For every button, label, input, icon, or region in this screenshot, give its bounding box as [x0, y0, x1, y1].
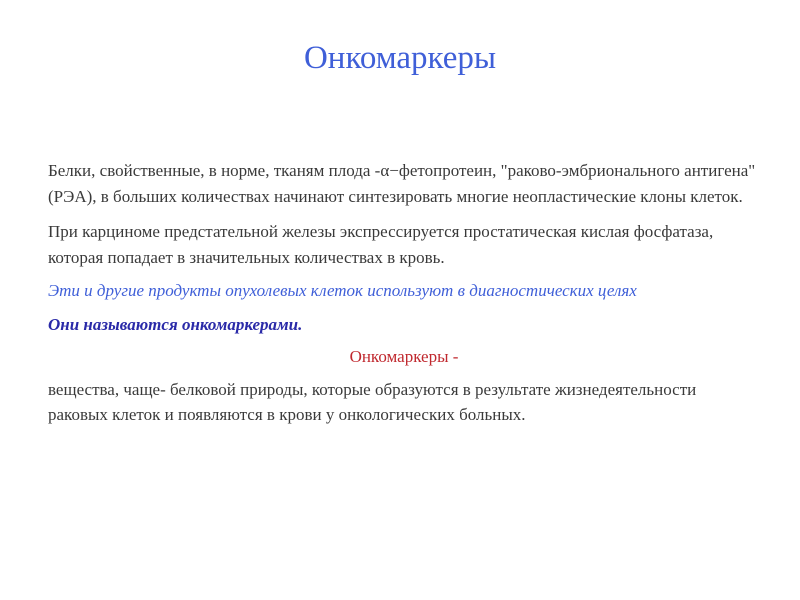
paragraph-tumor-markers-term: Они называются онкомаркерами.	[48, 314, 303, 334]
definition-title: Онкомаркеры -	[349, 347, 459, 366]
paragraph-prostate-phosphatase: При карциноме предстательной железы экспрессируется простатическая кислая фосфатаза, которая попадает в значительных количествах в кровь.	[48, 222, 714, 267]
definition-text: вещества, чаще- белковой природы, которые образуются в результате жизнедеятельности раковых клеток и появляются в крови у онкологических больных.	[48, 379, 697, 424]
slide-title: Онкомаркеры	[303, 40, 497, 76]
paragraph-diagnostic-use: Эти и другие продукты опухолевых клеток используют в диагностических целях	[48, 281, 637, 300]
slide-body	[48, 158, 760, 436]
paragraph-fetal-proteins: Белки, свойственные, в норме, тканям плода -α−фетопротеин, "раково-эмбрионального антигена" (РЭА), в больших количествах начинают синтезировать многие неопластические клоны клеток.	[48, 161, 756, 206]
